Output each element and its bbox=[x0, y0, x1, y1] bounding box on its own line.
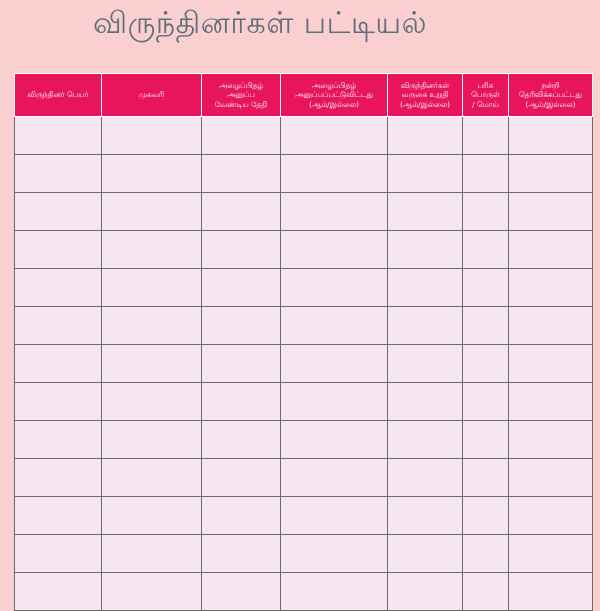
table-cell[interactable] bbox=[463, 459, 509, 497]
table-cell[interactable] bbox=[463, 117, 509, 155]
table-row bbox=[15, 269, 593, 307]
table-cell[interactable] bbox=[15, 573, 102, 611]
table-row bbox=[15, 345, 593, 383]
table-cell[interactable] bbox=[102, 421, 202, 459]
table-cell[interactable] bbox=[202, 193, 281, 231]
table-cell[interactable] bbox=[509, 345, 593, 383]
table-cell[interactable] bbox=[463, 155, 509, 193]
column-header-invite-sent: அழைப்பிதழ் அனுப்பப்பட்டுவிட்டது (ஆம்/இல்லை) bbox=[281, 74, 388, 117]
table-cell[interactable] bbox=[509, 383, 593, 421]
table-cell[interactable] bbox=[15, 307, 102, 345]
table-cell[interactable] bbox=[15, 193, 102, 231]
table-cell[interactable] bbox=[281, 117, 388, 155]
table-cell[interactable] bbox=[509, 193, 593, 231]
table-cell[interactable] bbox=[388, 535, 463, 573]
table-row bbox=[15, 231, 593, 269]
table-cell[interactable] bbox=[463, 573, 509, 611]
table-cell[interactable] bbox=[463, 269, 509, 307]
table-cell[interactable] bbox=[281, 231, 388, 269]
table-cell[interactable] bbox=[15, 231, 102, 269]
table-cell[interactable] bbox=[202, 155, 281, 193]
table-cell[interactable] bbox=[15, 459, 102, 497]
table-cell[interactable] bbox=[15, 345, 102, 383]
table-cell[interactable] bbox=[102, 345, 202, 383]
table-cell[interactable] bbox=[102, 307, 202, 345]
table-cell[interactable] bbox=[463, 535, 509, 573]
table-cell[interactable] bbox=[202, 231, 281, 269]
column-header-thanks-sent: நன்றி தெரிவிக்கப்பட்டது (ஆம்/இல்லை) bbox=[509, 74, 593, 117]
table-cell[interactable] bbox=[509, 497, 593, 535]
table-cell[interactable] bbox=[509, 155, 593, 193]
table-cell[interactable] bbox=[102, 155, 202, 193]
column-header-gift: பரிசு பொருள் / மொய் bbox=[463, 74, 509, 117]
table-cell[interactable] bbox=[202, 421, 281, 459]
table-cell[interactable] bbox=[281, 573, 388, 611]
table-cell[interactable] bbox=[463, 307, 509, 345]
table-cell[interactable] bbox=[509, 269, 593, 307]
table-cell[interactable] bbox=[509, 535, 593, 573]
table-cell[interactable] bbox=[281, 155, 388, 193]
table-cell[interactable] bbox=[388, 307, 463, 345]
table-row bbox=[15, 535, 593, 573]
table-cell[interactable] bbox=[202, 535, 281, 573]
table-cell[interactable] bbox=[463, 345, 509, 383]
table-cell[interactable] bbox=[15, 535, 102, 573]
table-cell[interactable] bbox=[15, 269, 102, 307]
table-row bbox=[15, 307, 593, 345]
table-cell[interactable] bbox=[202, 383, 281, 421]
table-cell[interactable] bbox=[102, 383, 202, 421]
table-cell[interactable] bbox=[509, 231, 593, 269]
table-cell[interactable] bbox=[202, 269, 281, 307]
table-row bbox=[15, 573, 593, 611]
table-cell[interactable] bbox=[15, 497, 102, 535]
table-cell[interactable] bbox=[202, 459, 281, 497]
table-cell[interactable] bbox=[281, 459, 388, 497]
guest-list-table bbox=[14, 73, 593, 611]
table-cell[interactable] bbox=[102, 573, 202, 611]
table-cell[interactable] bbox=[102, 269, 202, 307]
table-cell[interactable] bbox=[388, 345, 463, 383]
table-cell[interactable] bbox=[388, 497, 463, 535]
table-cell[interactable] bbox=[463, 231, 509, 269]
table-cell[interactable] bbox=[463, 383, 509, 421]
table-cell[interactable] bbox=[202, 307, 281, 345]
table-cell[interactable] bbox=[463, 497, 509, 535]
table-cell[interactable] bbox=[202, 345, 281, 383]
table-cell[interactable] bbox=[102, 117, 202, 155]
table-cell[interactable] bbox=[388, 117, 463, 155]
table-row bbox=[15, 497, 593, 535]
table-cell[interactable] bbox=[388, 459, 463, 497]
table-cell[interactable] bbox=[509, 307, 593, 345]
table-cell[interactable] bbox=[281, 383, 388, 421]
table-cell[interactable] bbox=[281, 345, 388, 383]
table-cell[interactable] bbox=[15, 117, 102, 155]
column-header-invite-send-date: அழைப்பிதழ் அனுப்ப வேண்டிய தேதி bbox=[202, 74, 281, 117]
table-cell[interactable] bbox=[102, 535, 202, 573]
table-cell[interactable] bbox=[509, 459, 593, 497]
table-cell[interactable] bbox=[102, 459, 202, 497]
page-title: விருந்தினர்கள் பட்டியல் bbox=[92, 6, 428, 41]
table-cell[interactable] bbox=[15, 421, 102, 459]
column-header-guest-name: விருந்தினர் பெயர் bbox=[15, 74, 102, 117]
table-cell[interactable] bbox=[281, 535, 388, 573]
table-cell[interactable] bbox=[388, 269, 463, 307]
table-cell[interactable] bbox=[202, 573, 281, 611]
table-cell[interactable] bbox=[15, 155, 102, 193]
table-cell[interactable] bbox=[102, 497, 202, 535]
table-cell[interactable] bbox=[388, 421, 463, 459]
table-cell[interactable] bbox=[509, 573, 593, 611]
table-cell[interactable] bbox=[281, 193, 388, 231]
table-cell[interactable] bbox=[463, 193, 509, 231]
table-cell[interactable] bbox=[102, 231, 202, 269]
table-cell[interactable] bbox=[281, 307, 388, 345]
table-row bbox=[15, 421, 593, 459]
table-cell[interactable] bbox=[388, 193, 463, 231]
table-row bbox=[15, 193, 593, 231]
table-row bbox=[15, 117, 593, 155]
table-cell[interactable] bbox=[15, 383, 102, 421]
header-row bbox=[15, 74, 593, 117]
table-cell[interactable] bbox=[509, 421, 593, 459]
table-row bbox=[15, 155, 593, 193]
table-cell[interactable] bbox=[202, 117, 281, 155]
table-cell[interactable] bbox=[463, 421, 509, 459]
table-cell[interactable] bbox=[102, 193, 202, 231]
table-cell[interactable] bbox=[388, 383, 463, 421]
table-row bbox=[15, 459, 593, 497]
table-cell[interactable] bbox=[509, 117, 593, 155]
table-cell[interactable] bbox=[388, 155, 463, 193]
table-row bbox=[15, 383, 593, 421]
table-cell[interactable] bbox=[281, 269, 388, 307]
table-cell[interactable] bbox=[388, 231, 463, 269]
table-cell[interactable] bbox=[202, 497, 281, 535]
table-cell[interactable] bbox=[281, 497, 388, 535]
column-header-address: முகவரி bbox=[102, 74, 202, 117]
column-header-attendance-confirmed: விருந்தினர்கள் வருகை உறுதி (ஆம்/இல்லை) bbox=[388, 74, 463, 117]
table-cell[interactable] bbox=[388, 573, 463, 611]
table-cell[interactable] bbox=[281, 421, 388, 459]
